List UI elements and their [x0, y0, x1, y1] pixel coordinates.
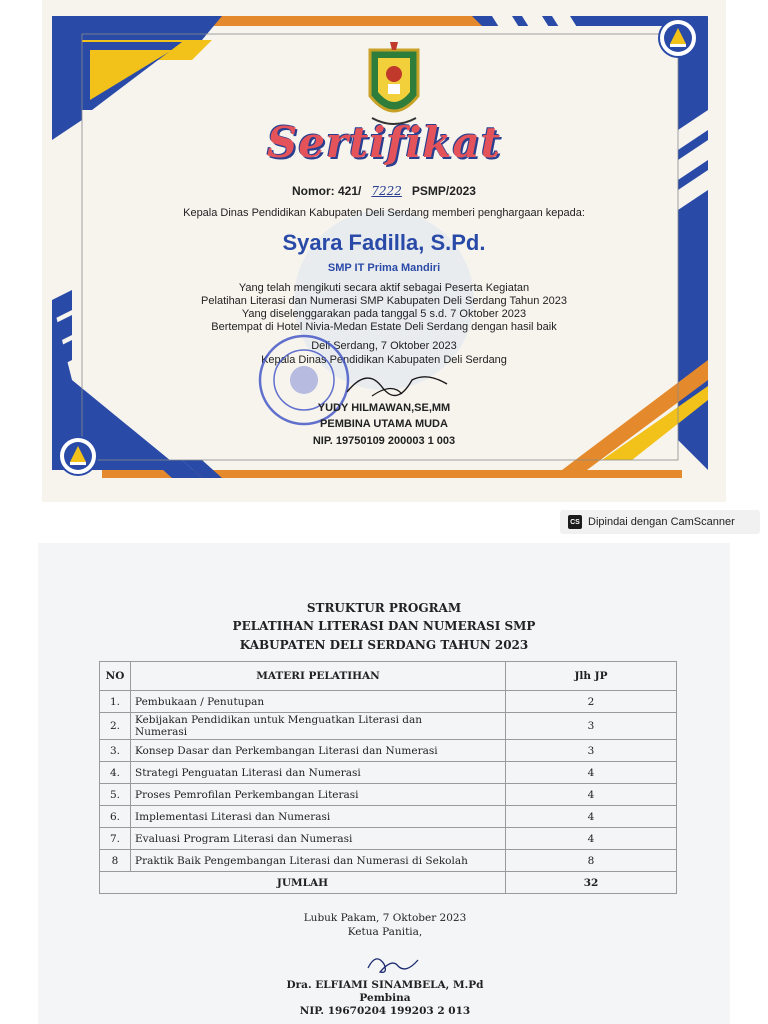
certificate-body-line: Yang diselenggarakan pada tanggal 5 s.d. 7 Oktober 2023	[241, 308, 527, 320]
row-jp: 8	[506, 850, 677, 872]
program-table	[99, 661, 677, 894]
column-header-materi: MATERI PELATIHAN	[131, 662, 506, 691]
certificate-place-date: Deli Serdang, 7 Oktober 2023	[311, 340, 457, 352]
row-materi: Implementasi Literasi dan Numerasi	[131, 806, 506, 828]
row-materi: Praktik Baik Pengembangan Literasi dan Numerasi di Sekolah	[131, 850, 506, 872]
row-no: 8	[100, 850, 131, 872]
row-no: 1.	[100, 691, 131, 713]
table-row	[100, 850, 677, 872]
certificate-body-line: Yang telah mengikuti secara aktif sebagai Peserta Kegiatan	[238, 282, 530, 294]
recipient-name: Syara Fadilla, S.Pd.	[282, 230, 486, 255]
footer-name: Dra. ELFIAMI SINAMBELA, M.Pd	[286, 979, 484, 991]
row-jp: 4	[506, 762, 677, 784]
row-jp: 3	[506, 713, 677, 740]
program-structure-page	[38, 543, 730, 1024]
certificate-intro: Kepala Dinas Pendidikan Kabupaten Deli Serdang memberi penghargaan kepada:	[183, 207, 585, 219]
certificate-body-line: Pelatihan Literasi dan Numerasi SMP Kabupaten Deli Serdang Tahun 2023	[201, 295, 567, 307]
row-no: 3.	[100, 740, 131, 762]
table-row	[100, 828, 677, 850]
row-materi: Evaluasi Program Literasi dan Numerasi	[131, 828, 506, 850]
table-row	[100, 784, 677, 806]
row-jp: 4	[506, 828, 677, 850]
camscanner-watermark	[560, 510, 760, 534]
footer-rank: Pembina	[359, 992, 411, 1004]
total-label: JUMLAH	[100, 872, 506, 894]
row-jp: 2	[506, 691, 677, 713]
row-materi: Pembukaan / Penutupan	[131, 691, 506, 713]
recipient-school: SMP IT Prima Mandiri	[327, 262, 441, 274]
row-materi: Proses Pemrofilan Perkembangan Literasi	[131, 784, 506, 806]
camscanner-text: Dipindai dengan CamScanner	[588, 516, 735, 528]
row-jp: 4	[506, 784, 677, 806]
table-row	[100, 806, 677, 828]
certificate-title: Sertifikat	[266, 118, 502, 167]
column-header-no: NO	[100, 662, 131, 691]
table-row	[100, 762, 677, 784]
row-materi: Konsep Dasar dan Perkembangan Literasi dan Numerasi	[131, 740, 506, 762]
tut-wuri-handayani-icon	[658, 18, 698, 58]
number-suffix: PSMP/2023	[411, 184, 476, 198]
certificate-body-line: Bertempat di Hotel Nivia-Medan Estate Deli Serdang dengan hasil baik	[211, 321, 557, 333]
footer-place-date: Lubuk Pakam, 7 Oktober 2023	[303, 912, 467, 924]
row-materi: Strategi Penguatan Literasi dan Numerasi	[131, 762, 506, 784]
row-no: 6.	[100, 806, 131, 828]
row-jp: 3	[506, 740, 677, 762]
footer-nip: NIP. 19670204 199203 2 013	[299, 1005, 471, 1017]
signature-icon	[362, 948, 422, 980]
row-materi-line: Kebijakan Pendidikan untuk Menguatkan Literasi dan	[135, 714, 423, 726]
signer-title: Kepala Dinas Pendidikan Kabupaten Deli Serdang	[261, 354, 507, 366]
certificate-number	[42, 184, 726, 198]
number-handwritten: 7222	[371, 184, 402, 198]
program-title: STRUKTUR PROGRAM	[306, 601, 462, 615]
signature-icon	[342, 362, 452, 402]
table-row	[100, 691, 677, 713]
camscanner-logo-icon: CS	[568, 515, 582, 529]
table-row	[100, 713, 677, 740]
table-row	[100, 740, 677, 762]
row-jp: 4	[506, 806, 677, 828]
program-subtitle: PELATIHAN LITERASI DAN NUMERASI SMP	[232, 619, 536, 633]
program-subtitle: KABUPATEN DELI SERDANG TAHUN 2023	[239, 638, 529, 652]
signer-nip: NIP. 19750109 200003 1 003	[312, 435, 456, 447]
row-materi	[131, 713, 506, 740]
row-no: 7.	[100, 828, 131, 850]
column-header-jp: Jlh JP	[506, 662, 677, 691]
table-total-row	[100, 872, 677, 894]
row-no: 4.	[100, 762, 131, 784]
row-no: 5.	[100, 784, 131, 806]
signer-name: YUDY HILMAWAN,SE,MM	[317, 402, 451, 414]
total-value: 32	[506, 872, 677, 894]
row-no: 2.	[100, 713, 131, 740]
number-prefix: Nomor: 421/	[292, 184, 362, 198]
certificate	[42, 0, 726, 502]
signer-rank: PEMBINA UTAMA MUDA	[320, 418, 448, 430]
row-materi-line: Numerasi	[135, 726, 188, 738]
footer-role: Ketua Panitia,	[347, 926, 423, 938]
table-header-row	[100, 662, 677, 691]
